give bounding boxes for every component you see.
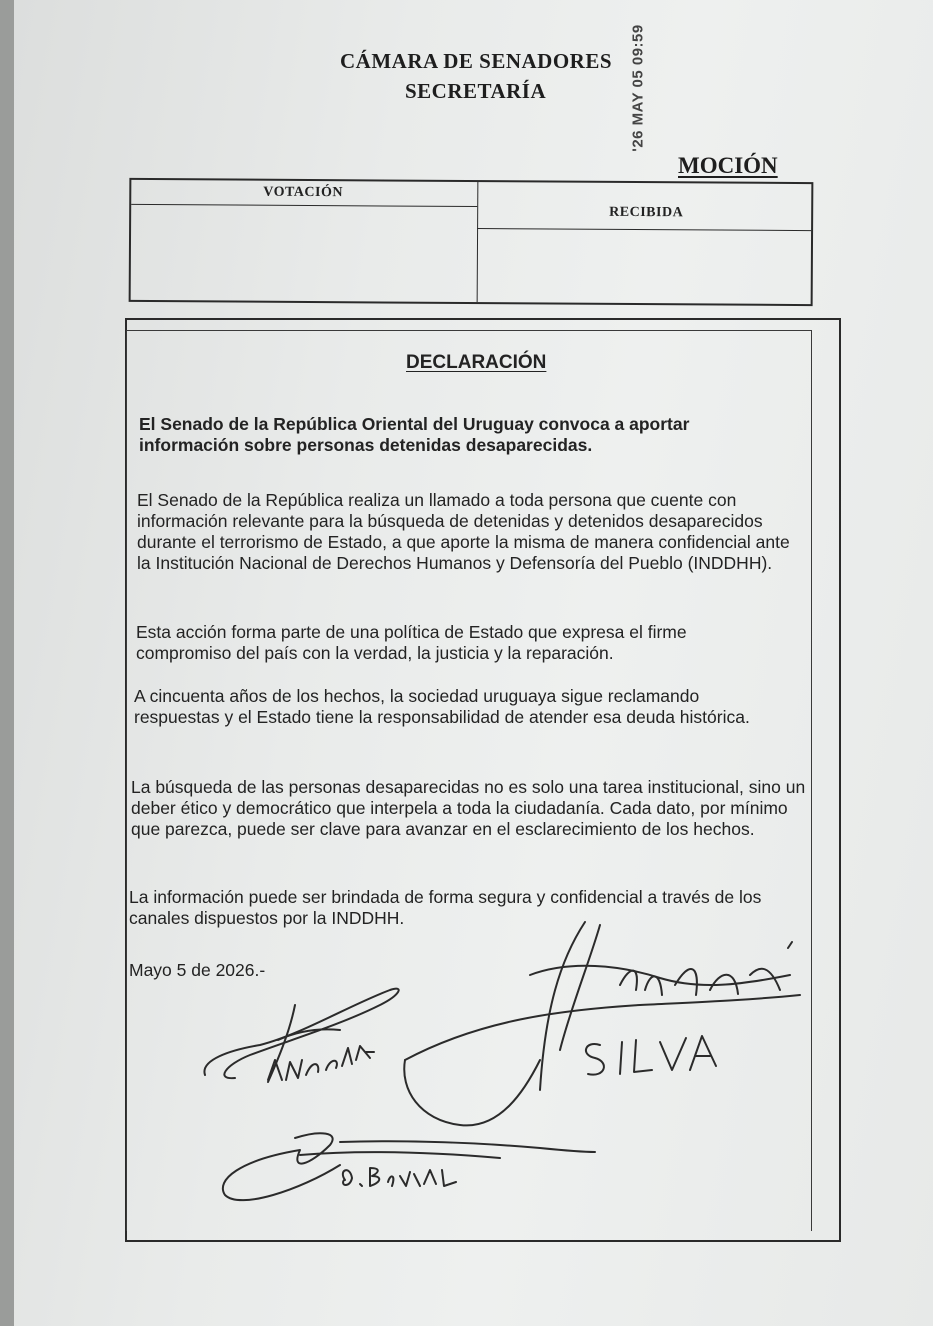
declaration-paragraph: La información puede ser brindada de forma segura y confidencial a través de los canales dispuestos por la INDDHH. xyxy=(129,887,762,928)
declaration-title: DECLARACIÓN xyxy=(406,352,547,373)
vote-column-label: VOTACIÓN xyxy=(263,184,344,201)
date-stamp-text: '26 MAY 05 09:59 xyxy=(629,24,647,152)
chamber-title: CÁMARA DE SENADORES xyxy=(340,49,613,73)
received-column-label: RECIBIDA xyxy=(609,204,684,221)
declaration-lead: El Senado de la República Oriental del Uruguay convoca a aportar información sobre personas detenidas desaparecidas. xyxy=(139,414,690,455)
declaration-paragraph: A cincuenta años de los hechos, la sociedad uruguaya sigue reclamando respuestas y el Estado tiene la responsabilidad de atender esa deuda histórica. xyxy=(134,686,750,727)
declaration-paragraph: Esta acción forma parte de una política de Estado que expresa el firme compromiso del país con la verdad, la justicia y la reparación. xyxy=(136,622,687,663)
declaration-paragraph: La búsqueda de las personas desaparecidas no es solo una tarea institucional, sino un deber ético y democrático que interpela a toda la ciudadanía. Cada dato, por mínimo que parezca, puede ser clave para avanzar en el esclarecimiento de los hechos. xyxy=(131,777,806,839)
doc-type-label: MOCIÓN xyxy=(678,153,778,178)
declaration-paragraph: El Senado de la República realiza un llamado a toda persona que cuente con información relevante para la búsqueda de detenidas y detenidos desaparecidos durante el terrorismo de Estado, a que aporte la misma de manera confidencial ante la Institución Nacional de Derechos Humanos y Defensoría del Pueblo (INDDHH). xyxy=(137,490,790,573)
declaration-date: Mayo 5 de 2026.- xyxy=(129,960,266,980)
secretariat-title: SECRETARÍA xyxy=(405,79,547,103)
